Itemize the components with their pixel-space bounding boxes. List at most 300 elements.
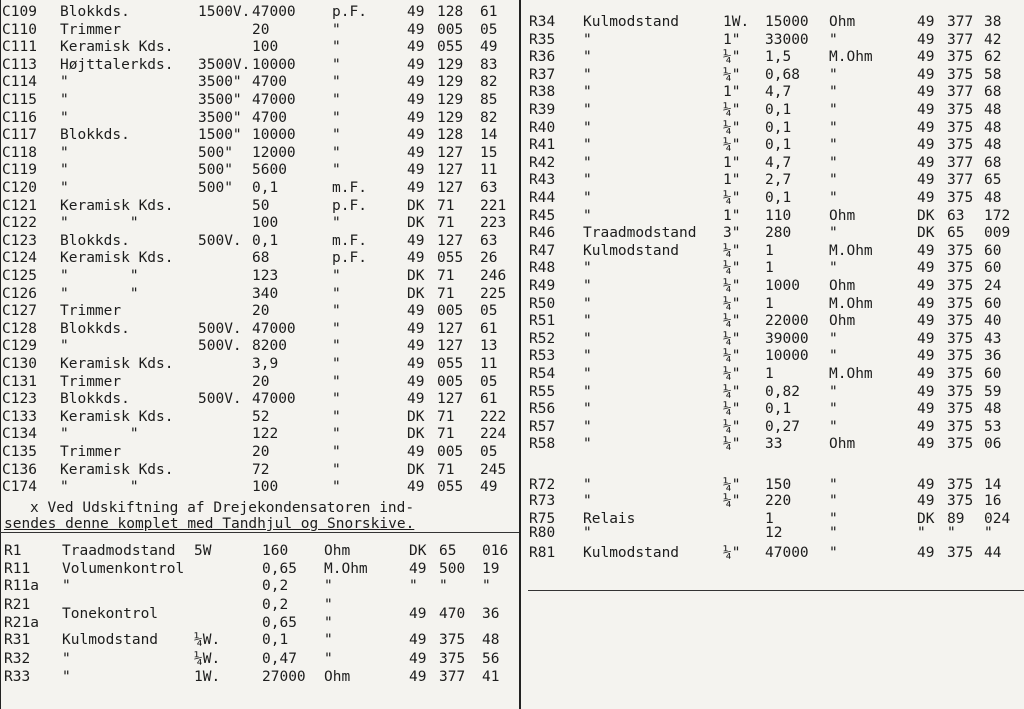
catalog-prefix: 49	[917, 348, 935, 365]
part-description: " "	[60, 479, 139, 496]
part-rating: 500V.	[198, 320, 242, 337]
part-value: 100	[252, 215, 279, 232]
catalog-prefix: DK	[407, 215, 425, 232]
catalog-group: 375	[947, 366, 974, 382]
catalog-prefix: 49	[407, 356, 425, 372]
part-unit: "	[332, 39, 341, 56]
part-ref: R34	[529, 14, 556, 30]
catalog-prefix: 49	[917, 260, 935, 277]
part-unit: "	[829, 102, 838, 118]
part-description: "	[583, 84, 592, 101]
part-value: 47000	[252, 92, 296, 108]
part-value: 1	[765, 260, 774, 277]
part-description: "	[60, 144, 69, 161]
part-ref: C131	[2, 373, 37, 390]
catalog-prefix: 49	[407, 127, 425, 144]
part-value: 50	[252, 197, 270, 214]
catalog-prefix: DK	[407, 197, 425, 214]
part-ref: R75	[529, 511, 556, 527]
note-line-2: sendes denne komplet med Tandhjul og Snorskive.	[4, 516, 415, 532]
catalog-prefix: 49	[917, 242, 935, 259]
part-description: Kulmodstand	[583, 242, 680, 259]
part-ref: C126	[2, 285, 37, 302]
part-unit: "	[829, 493, 838, 509]
part-unit: "	[332, 144, 341, 161]
part-unit: "	[332, 109, 341, 126]
catalog-group: 377	[947, 172, 974, 189]
part-value: 12000	[252, 144, 296, 161]
part-description: Trimmer	[60, 21, 122, 38]
part-unit: "	[332, 162, 341, 179]
part-value: 0,2	[262, 597, 289, 613]
part-wattage: ¼"	[723, 313, 741, 330]
catalog-number: 60	[984, 366, 1002, 382]
part-description: " "	[60, 268, 139, 284]
catalog-number: 61	[480, 391, 498, 408]
catalog-group: 129	[437, 109, 464, 126]
part-description: " "	[60, 426, 139, 443]
part-description: Trimmer	[60, 444, 122, 460]
part-wattage: 3"	[723, 225, 741, 242]
part-description: "	[62, 578, 71, 594]
part-wattage: 1"	[723, 84, 741, 101]
part-ref: C135	[2, 444, 37, 460]
part-wattage: ¼W.	[194, 632, 221, 648]
catalog-group: 375	[947, 242, 974, 259]
catalog-number: 53	[984, 418, 1002, 435]
part-ref: C136	[2, 461, 37, 478]
part-unit: "	[829, 190, 838, 206]
part-ref: R37	[529, 66, 556, 83]
part-value: 39000	[765, 330, 809, 347]
part-ref: C109	[2, 4, 37, 20]
part-unit: "	[829, 119, 838, 136]
part-unit: "	[829, 383, 838, 400]
catalog-group: 71	[437, 197, 455, 214]
catalog-group: "	[947, 525, 956, 541]
catalog-group: 375	[947, 418, 974, 435]
part-ref: R56	[529, 401, 556, 418]
catalog-prefix: 49	[917, 493, 935, 509]
part-ref: C174	[2, 479, 37, 496]
part-unit: Ohm	[829, 14, 856, 30]
part-unit: "	[829, 330, 838, 347]
catalog-prefix: 49	[407, 373, 425, 390]
part-unit: "	[829, 418, 838, 435]
part-unit: "	[332, 92, 341, 108]
catalog-prefix: 49	[917, 383, 935, 400]
part-value: 0,1	[252, 232, 279, 249]
part-unit: "	[829, 525, 838, 541]
catalog-group: 89	[947, 511, 965, 527]
part-wattage: ¼"	[723, 418, 741, 435]
part-unit: M.Ohm	[829, 242, 873, 259]
catalog-prefix: 49	[407, 444, 425, 460]
part-wattage: ¼"	[723, 383, 741, 400]
part-rating: 3500"	[198, 109, 242, 126]
catalog-number: 63	[480, 232, 498, 249]
catalog-prefix: 49	[407, 180, 425, 196]
part-wattage: 1"	[723, 31, 741, 48]
part-description: "	[583, 137, 592, 154]
part-ref: R81	[529, 545, 556, 561]
left-border-line	[0, 0, 1, 709]
part-unit: "	[332, 338, 341, 355]
part-description: "	[583, 31, 592, 48]
catalog-number: 223	[480, 215, 507, 232]
catalog-group: 65	[947, 225, 965, 242]
catalog-number: 56	[482, 651, 500, 667]
catalog-number: 48	[984, 102, 1002, 118]
part-unit: Ohm	[829, 278, 856, 294]
catalog-group: 71	[437, 461, 455, 478]
part-value: 5600	[252, 162, 287, 179]
catalog-group: 71	[437, 285, 455, 302]
part-unit: "	[829, 260, 838, 277]
catalog-prefix: 49	[409, 561, 427, 577]
catalog-number: 009	[984, 225, 1011, 242]
catalog-prefix: 49	[917, 330, 935, 347]
part-wattage: ¼"	[723, 366, 741, 382]
catalog-number: 59	[984, 383, 1002, 400]
catalog-group: 377	[947, 31, 974, 48]
part-value: 20	[252, 444, 270, 460]
part-description: "	[583, 295, 592, 312]
part-value: 1000	[765, 278, 800, 294]
catalog-group: 127	[437, 162, 464, 179]
catalog-number: 68	[984, 84, 1002, 101]
catalog-number: 36	[482, 606, 500, 622]
catalog-prefix: 49	[407, 21, 425, 38]
part-wattage: ¼"	[723, 102, 741, 118]
catalog-group: 500	[439, 561, 466, 577]
catalog-prefix: 49	[409, 669, 427, 685]
part-value: 280	[765, 225, 792, 242]
part-ref: C111	[2, 39, 37, 56]
catalog-prefix: 49	[407, 4, 425, 20]
part-unit: "	[829, 401, 838, 418]
part-unit: "	[332, 461, 341, 478]
part-value: 10000	[765, 348, 809, 365]
catalog-number: 48	[984, 401, 1002, 418]
part-rating: 3500"	[198, 92, 242, 108]
part-ref: C129	[2, 338, 37, 355]
part-description: "	[583, 313, 592, 330]
part-unit: "	[332, 215, 341, 232]
catalog-prefix: DK	[407, 285, 425, 302]
catalog-number: 14	[480, 127, 498, 144]
part-value: 4,7	[765, 154, 792, 171]
catalog-group: 375	[947, 260, 974, 277]
part-ref: R49	[529, 278, 556, 294]
part-rating: 1500"	[198, 127, 242, 144]
catalog-prefix: DK	[407, 268, 425, 284]
part-ref: C133	[2, 408, 37, 425]
part-unit: M.Ohm	[829, 295, 873, 312]
catalog-group: 375	[947, 436, 974, 453]
part-ref: R57	[529, 418, 556, 435]
part-value: 122	[252, 426, 279, 443]
part-unit: "	[332, 479, 341, 496]
part-wattage: 5W	[194, 543, 212, 559]
catalog-group: 055	[437, 39, 464, 56]
catalog-number: 83	[480, 56, 498, 73]
catalog-group: 005	[437, 303, 464, 320]
catalog-group: 129	[437, 74, 464, 91]
part-ref: R46	[529, 225, 556, 242]
part-ref: C134	[2, 426, 37, 443]
part-description: "	[60, 162, 69, 179]
part-ref: C130	[2, 356, 37, 372]
part-wattage: ¼"	[723, 49, 741, 66]
part-description: Trimmer	[60, 303, 122, 320]
part-unit: "	[324, 578, 333, 594]
catalog-number: 016	[482, 543, 509, 559]
catalog-prefix: 49	[409, 651, 427, 667]
catalog-prefix: 49	[917, 401, 935, 418]
part-description: "	[583, 172, 592, 189]
catalog-group: 375	[947, 330, 974, 347]
part-wattage: ¼"	[723, 348, 741, 365]
part-value: 0,1	[262, 632, 289, 648]
catalog-prefix: "	[409, 578, 418, 594]
part-value: 123	[252, 268, 279, 284]
part-description: " "	[60, 285, 139, 302]
part-value: 0,65	[262, 561, 297, 577]
part-unit: "	[829, 511, 838, 527]
catalog-group: 71	[437, 215, 455, 232]
part-unit: "	[829, 477, 838, 493]
part-unit: "	[332, 303, 341, 320]
catalog-group: 055	[437, 356, 464, 372]
part-wattage: 1"	[723, 172, 741, 189]
catalog-group: 129	[437, 56, 464, 73]
part-unit: Ohm	[829, 436, 856, 453]
part-rating: 500"	[198, 180, 233, 196]
catalog-number: 42	[984, 31, 1002, 48]
catalog-number: 85	[480, 92, 498, 108]
catalog-prefix: 49	[917, 366, 935, 382]
part-ref: R32	[4, 651, 31, 667]
catalog-number: 41	[482, 669, 500, 685]
part-description: "	[62, 669, 71, 685]
catalog-number: 05	[480, 373, 498, 390]
part-description: Keramisk Kds.	[60, 408, 174, 425]
part-unit: "	[332, 320, 341, 337]
catalog-group: 055	[437, 479, 464, 496]
catalog-number: 61	[480, 320, 498, 337]
part-description: Keramisk Kds.	[60, 356, 174, 372]
part-description: Kulmodstand	[62, 632, 159, 648]
part-ref: C114	[2, 74, 37, 91]
part-ref: C124	[2, 250, 37, 267]
part-description: Keramisk Kds.	[60, 461, 174, 478]
catalog-prefix: 49	[917, 190, 935, 206]
catalog-group: 375	[947, 313, 974, 330]
part-description: "	[60, 92, 69, 108]
catalog-number: 82	[480, 74, 498, 91]
part-wattage: ¼"	[723, 278, 741, 294]
catalog-prefix: 49	[917, 313, 935, 330]
part-value: 160	[262, 543, 289, 559]
catalog-group: 127	[437, 320, 464, 337]
part-description: "	[583, 49, 592, 66]
catalog-prefix: 49	[407, 303, 425, 320]
part-value: 47000	[252, 391, 296, 408]
part-unit: "	[829, 66, 838, 83]
catalog-number: 65	[984, 172, 1002, 189]
catalog-number: 14	[984, 477, 1002, 493]
catalog-group: 71	[437, 408, 455, 425]
catalog-number: 11	[480, 162, 498, 179]
catalog-prefix: 49	[917, 545, 935, 561]
part-wattage: ¼"	[723, 493, 741, 509]
part-rating: 1500V.	[198, 4, 251, 20]
part-unit: "	[332, 21, 341, 38]
part-wattage: 1"	[723, 207, 741, 224]
part-value: 47000	[765, 545, 809, 561]
catalog-number: 48	[984, 119, 1002, 136]
part-description: "	[583, 436, 592, 453]
part-description: Tonekontrol	[62, 606, 159, 622]
catalog-prefix: 49	[917, 477, 935, 493]
part-ref: C110	[2, 21, 37, 38]
catalog-number: 05	[480, 444, 498, 460]
part-description: "	[583, 66, 592, 83]
part-rating: 3500"	[198, 74, 242, 91]
part-ref: R39	[529, 102, 556, 118]
part-description: "	[60, 109, 69, 126]
part-unit: "	[332, 408, 341, 425]
part-description: Blokkds.	[60, 232, 130, 249]
part-description: Blokkds.	[60, 4, 130, 20]
part-ref: R45	[529, 207, 556, 224]
catalog-number: 05	[480, 303, 498, 320]
catalog-prefix: 49	[407, 144, 425, 161]
part-value: 150	[765, 477, 792, 493]
part-value: 72	[252, 461, 270, 478]
part-description: Højttalerkds.	[60, 56, 174, 73]
part-description: Keramisk Kds.	[60, 39, 174, 56]
catalog-group: 128	[437, 4, 464, 20]
part-description: " "	[60, 215, 139, 232]
part-description: "	[60, 338, 69, 355]
part-value: 68	[252, 250, 270, 267]
part-wattage: 1W.	[194, 669, 221, 685]
part-value: 20	[252, 373, 270, 390]
part-value: 340	[252, 285, 279, 302]
part-value: 1	[765, 242, 774, 259]
part-value: 0,1	[765, 190, 792, 206]
part-value: 20	[252, 303, 270, 320]
part-unit: M.Ohm	[324, 561, 368, 577]
part-value: 1	[765, 366, 774, 382]
catalog-number: 58	[984, 66, 1002, 83]
catalog-group: 375	[947, 66, 974, 83]
catalog-prefix: 49	[407, 338, 425, 355]
part-description: "	[583, 119, 592, 136]
part-description: "	[583, 366, 592, 382]
catalog-number: 24	[984, 278, 1002, 294]
part-ref: R36	[529, 49, 556, 66]
part-value: 27000	[262, 669, 306, 685]
catalog-number: "	[984, 525, 993, 541]
part-wattage: ¼"	[723, 436, 741, 453]
part-value: 0,47	[262, 651, 297, 667]
part-unit: "	[829, 31, 838, 48]
part-ref: R40	[529, 119, 556, 136]
catalog-number: 44	[984, 545, 1002, 561]
catalog-group: 055	[437, 250, 464, 267]
part-value: 52	[252, 408, 270, 425]
catalog-prefix: DK	[917, 511, 935, 527]
part-value: 0,65	[262, 615, 297, 631]
catalog-group: 375	[947, 545, 974, 561]
part-value: 220	[765, 493, 792, 509]
part-description: "	[583, 260, 592, 277]
catalog-prefix: 49	[407, 391, 425, 408]
part-unit: "	[332, 444, 341, 460]
part-rating: 3500V.	[198, 56, 251, 73]
part-ref: R21a	[4, 615, 39, 631]
part-ref: C123	[2, 391, 37, 408]
catalog-prefix: 49	[917, 137, 935, 154]
part-ref: R53	[529, 348, 556, 365]
part-description: "	[60, 74, 69, 91]
catalog-number: 62	[984, 49, 1002, 66]
catalog-group: 470	[439, 606, 466, 622]
part-description: Relais	[583, 511, 636, 527]
catalog-number: 224	[480, 426, 507, 443]
part-rating: 500V.	[198, 232, 242, 249]
part-value: 20	[252, 21, 270, 38]
part-unit: "	[332, 426, 341, 443]
catalog-prefix: 49	[917, 154, 935, 171]
catalog-prefix: DK	[409, 543, 427, 559]
catalog-number: 36	[984, 348, 1002, 365]
catalog-group: 377	[947, 154, 974, 171]
catalog-prefix: DK	[407, 408, 425, 425]
part-ref: R72	[529, 477, 556, 493]
catalog-number: 05	[480, 21, 498, 38]
part-unit: p.F.	[332, 4, 367, 20]
part-ref: C123	[2, 232, 37, 249]
part-unit: m.F.	[332, 180, 367, 196]
part-description: "	[583, 477, 592, 493]
catalog-number: 48	[984, 190, 1002, 206]
part-value: 0,1	[765, 119, 792, 136]
part-ref: R21	[4, 597, 31, 613]
catalog-prefix: 49	[917, 172, 935, 189]
catalog-group: 71	[437, 268, 455, 284]
part-value: 0,1	[765, 401, 792, 418]
catalog-group: 375	[947, 119, 974, 136]
catalog-number: 221	[480, 197, 507, 214]
catalog-prefix: 49	[407, 320, 425, 337]
catalog-prefix: 49	[407, 250, 425, 267]
part-description: Traadmodstand	[583, 225, 697, 242]
part-wattage: 1W.	[723, 14, 750, 30]
part-value: 33000	[765, 31, 809, 48]
part-unit: "	[829, 137, 838, 154]
part-wattage: ¼"	[723, 242, 741, 259]
part-ref: R35	[529, 31, 556, 48]
part-unit: "	[324, 632, 333, 648]
part-description: "	[583, 190, 592, 206]
part-value: 0,1	[765, 137, 792, 154]
catalog-prefix: 49	[917, 436, 935, 453]
catalog-number: 11	[480, 356, 498, 372]
